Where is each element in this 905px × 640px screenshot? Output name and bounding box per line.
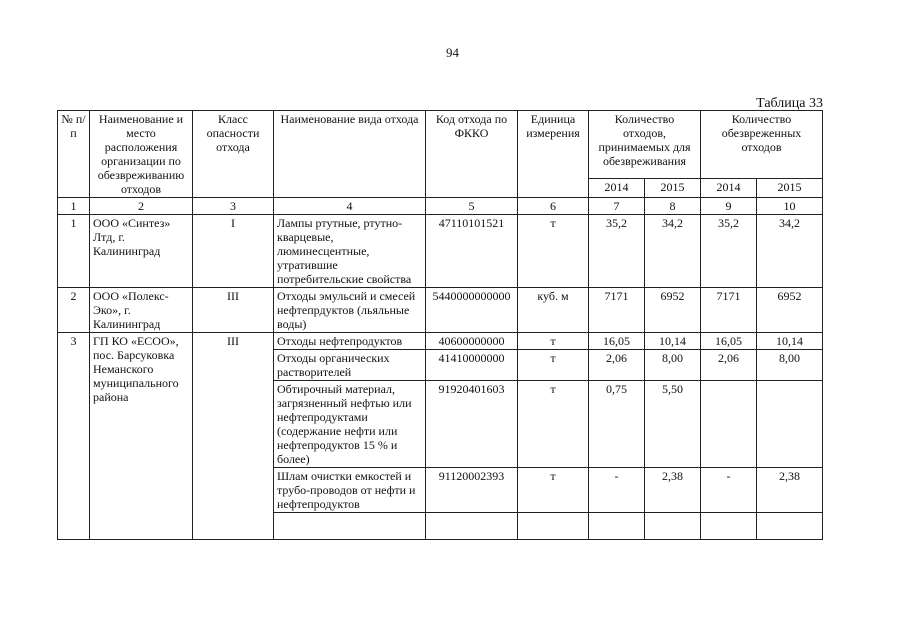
header-waste-type: Наименование вида отхода <box>274 111 426 198</box>
hazard-class-cell: I <box>193 215 274 288</box>
neutralized-2014-cell <box>701 381 757 468</box>
neutralized-2015-cell: 10,14 <box>757 333 823 350</box>
empty-cell <box>518 513 589 540</box>
column-number-row <box>58 198 823 215</box>
header-unit: Единица измерения <box>518 111 589 198</box>
column-number: 1 <box>58 198 90 215</box>
table-row <box>58 333 823 350</box>
header-number: № п/п <box>58 111 90 198</box>
year-neutralized-2015: 2015 <box>757 179 823 198</box>
column-number: 8 <box>645 198 701 215</box>
row-number: 1 <box>58 215 90 288</box>
empty-cell <box>757 513 823 540</box>
waste-type-cell: Отходы нефтепродуктов <box>274 333 426 350</box>
empty-cell <box>274 513 426 540</box>
accepted-2014-cell: 16,05 <box>589 333 645 350</box>
table-row <box>58 215 823 288</box>
fkko-code-cell: 5440000000000 <box>426 288 518 333</box>
year-neutralized-2014: 2014 <box>701 179 757 198</box>
neutralized-2014-cell: - <box>701 468 757 513</box>
column-number: 9 <box>701 198 757 215</box>
unit-cell: куб. м <box>518 288 589 333</box>
unit-cell: т <box>518 381 589 468</box>
neutralized-2014-cell: 16,05 <box>701 333 757 350</box>
hazard-class-cell: III <box>193 333 274 540</box>
hazard-class-cell: III <box>193 288 274 333</box>
accepted-2015-cell: 2,38 <box>645 468 701 513</box>
fkko-code-cell: 47110101521 <box>426 215 518 288</box>
accepted-2015-cell: 8,00 <box>645 350 701 381</box>
column-number: 4 <box>274 198 426 215</box>
waste-type-cell: Лампы ртутные, ртутно-кварцевые, люминесцентные, утратившие потребительские свойства <box>274 215 426 288</box>
header-accepted-quantity: Количество отходов, принимаемых для обезвреживания <box>589 111 701 179</box>
accepted-2014-cell: - <box>589 468 645 513</box>
unit-cell: т <box>518 215 589 288</box>
accepted-2015-cell: 34,2 <box>645 215 701 288</box>
fkko-code-cell: 41410000000 <box>426 350 518 381</box>
neutralized-2015-cell: 6952 <box>757 288 823 333</box>
year-accepted-2014: 2014 <box>589 179 645 198</box>
neutralized-2015-cell: 2,38 <box>757 468 823 513</box>
column-number: 3 <box>193 198 274 215</box>
accepted-2015-cell: 6952 <box>645 288 701 333</box>
neutralized-2014-cell: 35,2 <box>701 215 757 288</box>
fkko-code-cell: 91120002393 <box>426 468 518 513</box>
unit-cell: т <box>518 333 589 350</box>
waste-type-cell: Шлам очистки емкостей и трубо-проводов от нефти и нефтепродуктов <box>274 468 426 513</box>
header-neutralized-quantity: Количество обезвреженных отходов <box>701 111 823 179</box>
fkko-code-cell: 91920401603 <box>426 381 518 468</box>
column-number: 7 <box>589 198 645 215</box>
organization-cell: ООО «Синтез» Лтд, г. Калининград <box>90 215 193 288</box>
empty-cell <box>645 513 701 540</box>
row-number: 3 <box>58 333 90 540</box>
neutralized-2015-cell <box>757 381 823 468</box>
waste-table <box>57 110 823 540</box>
neutralized-2015-cell: 34,2 <box>757 215 823 288</box>
header-row <box>58 111 823 179</box>
row-number: 2 <box>58 288 90 333</box>
accepted-2014-cell: 7171 <box>589 288 645 333</box>
waste-type-cell: Отходы эмульсий и смесей нефтепрдуктов (льяльные воды) <box>274 288 426 333</box>
accepted-2014-cell: 2,06 <box>589 350 645 381</box>
neutralized-2014-cell: 7171 <box>701 288 757 333</box>
empty-cell <box>589 513 645 540</box>
column-number: 5 <box>426 198 518 215</box>
header-fkko-code: Код отхода по ФККО <box>426 111 518 198</box>
column-number: 10 <box>757 198 823 215</box>
fkko-code-cell: 40600000000 <box>426 333 518 350</box>
unit-cell: т <box>518 468 589 513</box>
organization-cell: ГП КО «ЕСОО», пос. Барсуковка Неманского муниципального района <box>90 333 193 540</box>
neutralized-2014-cell: 2,06 <box>701 350 757 381</box>
accepted-2015-cell: 5,50 <box>645 381 701 468</box>
page-number: 94 <box>446 45 459 60</box>
empty-cell <box>426 513 518 540</box>
table-row <box>58 288 823 333</box>
column-number: 6 <box>518 198 589 215</box>
accepted-2015-cell: 10,14 <box>645 333 701 350</box>
waste-type-cell: Обтирочный материал, загрязненный нефтью или нефтепродуктами (содержание нефти или нефтепродуктов 15 % и более) <box>274 381 426 468</box>
year-accepted-2015: 2015 <box>645 179 701 198</box>
organization-cell: ООО «Полекс-Эко», г. Калининград <box>90 288 193 333</box>
header-hazard-class: Класс опасности отхода <box>193 111 274 198</box>
empty-cell <box>701 513 757 540</box>
accepted-2014-cell: 0,75 <box>589 381 645 468</box>
waste-type-cell: Отходы органических растворителей <box>274 350 426 381</box>
table-caption: Таблица 33 <box>756 96 823 111</box>
column-number: 2 <box>90 198 193 215</box>
header-organization: Наименование и место расположения организации по обезвреживанию отходов <box>90 111 193 198</box>
unit-cell: т <box>518 350 589 381</box>
neutralized-2015-cell: 8,00 <box>757 350 823 381</box>
accepted-2014-cell: 35,2 <box>589 215 645 288</box>
